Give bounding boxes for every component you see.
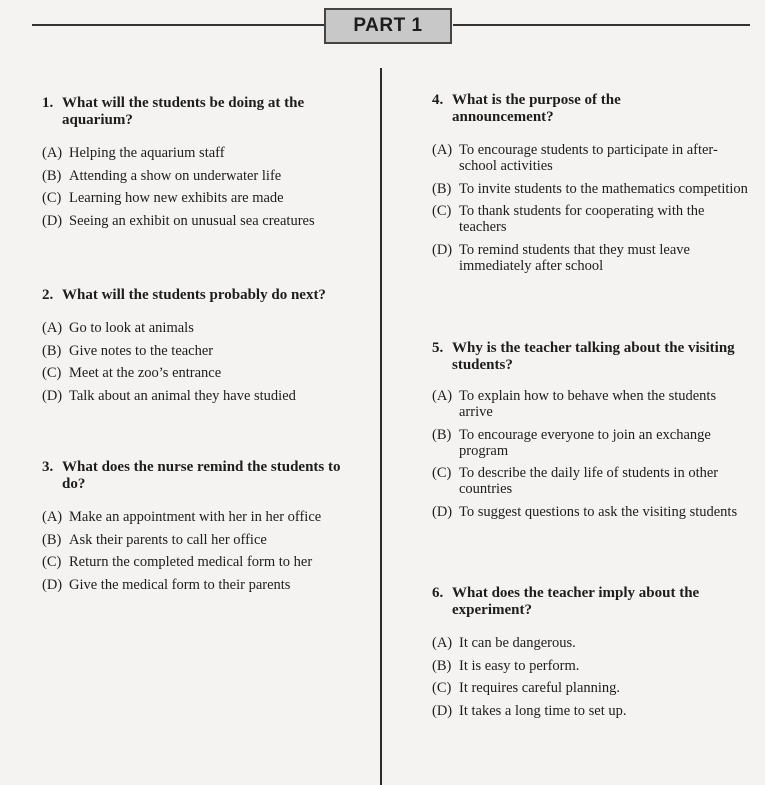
question-4-number: 4. [432,92,444,108]
option-letter: (C) [42,365,62,381]
question-1-option-a[interactable] [42,145,342,161]
part-title: PART 1 [324,8,452,44]
column-divider [380,68,382,785]
option-text: Helping the aquarium staff [69,145,225,161]
question-2-option-b[interactable] [42,343,342,359]
question-4-option-a[interactable] [432,142,748,174]
question-5-text: Why is the teacher talking about the visiting students? [452,340,735,373]
option-text: To thank students for cooperating with the teachers [459,203,705,235]
question-4-heading [432,92,748,126]
question-6-option-a[interactable] [432,635,748,651]
question-3-option-d[interactable] [42,577,342,593]
option-text: Talk about an animal they have studied [69,387,296,404]
option-letter: (C) [432,203,452,219]
option-text: Attending a show on underwater life [69,167,282,184]
question-6-options [432,635,748,719]
question-2-heading [42,287,342,304]
question-5-number: 5. [432,340,444,356]
option-letter: (B) [432,180,452,197]
option-letter: (D) [42,576,63,593]
option-text: To remind students that they must leave immediately after school [459,241,690,274]
option-letter: (B) [432,657,452,674]
option-letter: (D) [42,387,63,404]
question-6-option-d[interactable] [432,703,748,719]
question-3-option-b[interactable] [42,532,342,548]
option-letter: (B) [42,531,62,548]
option-text: It is easy to perform. [459,657,580,674]
option-text: To suggest questions to ask the visiting students [459,503,738,520]
option-text: To explain how to behave when the students arrive [459,388,717,420]
option-letter: (B) [42,342,62,359]
option-text: Meet at the zoo’s entrance [69,365,222,381]
option-text: It can be dangerous. [459,635,576,651]
header-rule-left [32,24,324,26]
option-letter: (D) [432,702,453,719]
option-letter: (A) [42,145,63,161]
question-1-option-c[interactable] [42,190,342,206]
question-1-option-d[interactable] [42,213,342,229]
question-3-text: What does the nurse remind the students to do? [62,459,341,492]
option-letter: (A) [42,320,63,336]
question-5-option-b[interactable] [432,427,748,459]
question-2 [42,287,342,410]
option-letter: (B) [42,167,62,184]
question-3 [42,459,342,599]
option-letter: (D) [432,241,453,258]
option-letter: (D) [42,212,63,229]
question-5-option-a[interactable] [432,388,748,420]
question-2-text: What will the students probably do next? [62,287,326,303]
question-3-number: 3. [42,459,54,475]
question-3-option-c[interactable] [42,554,342,570]
option-text: Go to look at animals [69,320,194,336]
option-letter: (D) [432,503,453,520]
question-2-number: 2. [42,287,54,303]
option-text: Learning how new exhibits are made [69,190,284,206]
option-text: Return the completed medical form to her [69,554,313,570]
question-5-option-c[interactable] [432,465,748,497]
question-2-options [42,320,342,404]
option-text: To encourage everyone to join an exchange program [459,426,711,459]
question-4-option-b[interactable] [432,181,748,197]
option-letter: (A) [432,142,453,158]
option-letter: (C) [432,465,452,481]
question-5-options [432,388,748,520]
question-3-heading [42,459,342,493]
question-5-heading [432,340,748,374]
option-text: To encourage students to participate in after-school activities [459,142,718,174]
question-2-option-c[interactable] [42,365,342,381]
option-letter: (A) [432,635,453,651]
question-4-text: What is the purpose of the announcement? [452,92,621,125]
question-1-text: What will the students be doing at the aquarium? [62,95,305,128]
question-2-option-d[interactable] [42,388,342,404]
option-text: To invite students to the mathematics competition [459,180,748,197]
option-text: It takes a long time to set up. [459,702,627,719]
question-6-number: 6. [432,585,444,601]
option-text: Seeing an exhibit on unusual sea creatures [69,212,315,229]
question-1-option-b[interactable] [42,168,342,184]
option-letter: (C) [42,554,62,570]
option-text: To describe the daily life of students in other countries [459,465,719,497]
option-text: It requires careful planning. [459,680,621,696]
question-6-option-c[interactable] [432,680,748,696]
question-4-option-c[interactable] [432,203,748,235]
question-5 [432,340,748,526]
question-6 [432,585,748,725]
option-letter: (A) [432,388,453,404]
question-3-options [42,509,342,593]
question-1-options [42,145,342,229]
question-6-option-b[interactable] [432,658,748,674]
option-letter: (C) [432,680,452,696]
option-text: Give notes to the teacher [69,342,214,359]
header-rule-right [453,24,750,26]
question-6-text: What does the teacher imply about the experiment? [452,585,700,618]
question-1-heading [42,95,342,129]
option-text: Ask their parents to call her office [69,531,267,548]
question-4-option-d[interactable] [432,242,748,274]
question-4-options [432,142,748,274]
option-letter: (B) [432,426,452,443]
question-4 [432,92,748,280]
question-1-number: 1. [42,95,54,111]
question-5-option-d[interactable] [432,504,748,520]
question-6-heading [432,585,748,619]
option-letter: (A) [42,509,63,525]
question-1 [42,95,342,235]
question-3-option-a[interactable] [42,509,342,525]
option-text: Give the medical form to their parents [69,576,291,593]
option-letter: (C) [42,190,62,206]
question-2-option-a[interactable] [42,320,342,336]
option-text: Make an appointment with her in her office [69,509,322,525]
